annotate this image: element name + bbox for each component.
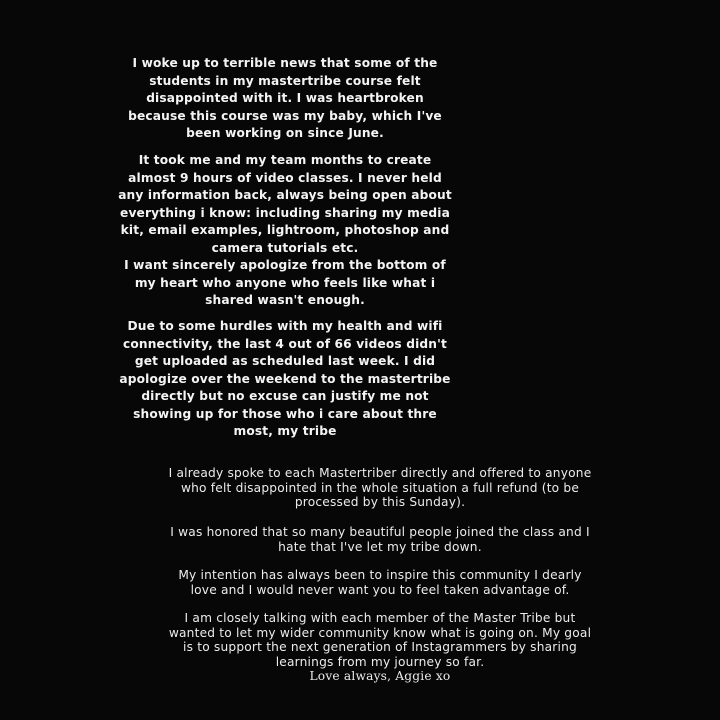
text-line: apologize over the weekend to the mastertribe bbox=[119, 371, 451, 386]
text-line: wanted to let my wider community know what is going on. My goal bbox=[168, 625, 592, 640]
text-line: get uploaded as scheduled last week. I did bbox=[134, 354, 436, 368]
story-paragraph-4 bbox=[70, 466, 690, 510]
text-line: most, my tribe bbox=[233, 424, 337, 438]
text-line: connectivity, the last 4 out of 66 videos didn't bbox=[122, 336, 447, 351]
text-line: learnings from my journey so far. bbox=[275, 654, 485, 669]
text-line: I woke up to terrible news that some of the bbox=[132, 56, 438, 70]
text-line: I was honored that so many beautiful people joined the class and I bbox=[170, 525, 590, 539]
text-line: hate that I've let my tribe down. bbox=[278, 539, 482, 554]
story-paragraph-1 bbox=[30, 55, 540, 143]
signoff: Love always, Aggie xo bbox=[309, 669, 451, 684]
text-line: It took me and my team months to create bbox=[138, 153, 432, 167]
text-line: any information back, always being open about bbox=[118, 188, 452, 202]
text-line: shared wasn't enough. bbox=[205, 293, 365, 307]
text-line: Due to some hurdles with my health and wifi bbox=[127, 319, 443, 333]
text-line: students in my mastertribe course felt bbox=[149, 73, 421, 88]
text-line: disappointed with it. I was heartbroken bbox=[146, 91, 424, 105]
story-paragraph-5 bbox=[70, 525, 690, 554]
story-paragraph-7 bbox=[70, 611, 690, 684]
text-line: my heart who anyone who feels like what i bbox=[134, 275, 436, 290]
text-line: I am closely talking with each member of the Master Tribe but bbox=[184, 611, 576, 625]
story-paragraph-6 bbox=[70, 568, 690, 597]
text-line: I already spoke to each Mastertriber directly and offered to anyone bbox=[168, 466, 592, 480]
text-line: love and I would never want you to feel taken advantage of. bbox=[190, 582, 570, 597]
text-line: I want sincerely apologize from the bottom of bbox=[124, 258, 446, 272]
text-line: processed by this Sunday). bbox=[294, 495, 466, 510]
story-paragraph-3 bbox=[30, 318, 540, 441]
text-line: who felt disappointed in the whole situation a full refund (to be bbox=[180, 480, 580, 495]
text-line: almost 9 hours of video classes. I never held bbox=[128, 170, 442, 185]
text-line: everything i know: including sharing my media bbox=[120, 205, 450, 220]
text-line: showing up for those who i care about thre bbox=[133, 406, 437, 421]
text-line: My intention has always been to inspire this community I dearly bbox=[178, 568, 582, 582]
text-line: is to support the next generation of Instagrammers by sharing bbox=[183, 640, 577, 655]
text-line: because this course was my baby, which I've bbox=[128, 108, 442, 123]
text-line: kit, email examples, lightroom, photoshop and bbox=[120, 223, 450, 237]
text-line: camera tutorials etc. bbox=[211, 240, 359, 255]
text-line: been working on since June. bbox=[186, 126, 384, 140]
story-paragraph-2 bbox=[30, 152, 540, 310]
text-line: directly but no excuse can justify me not bbox=[141, 389, 429, 403]
